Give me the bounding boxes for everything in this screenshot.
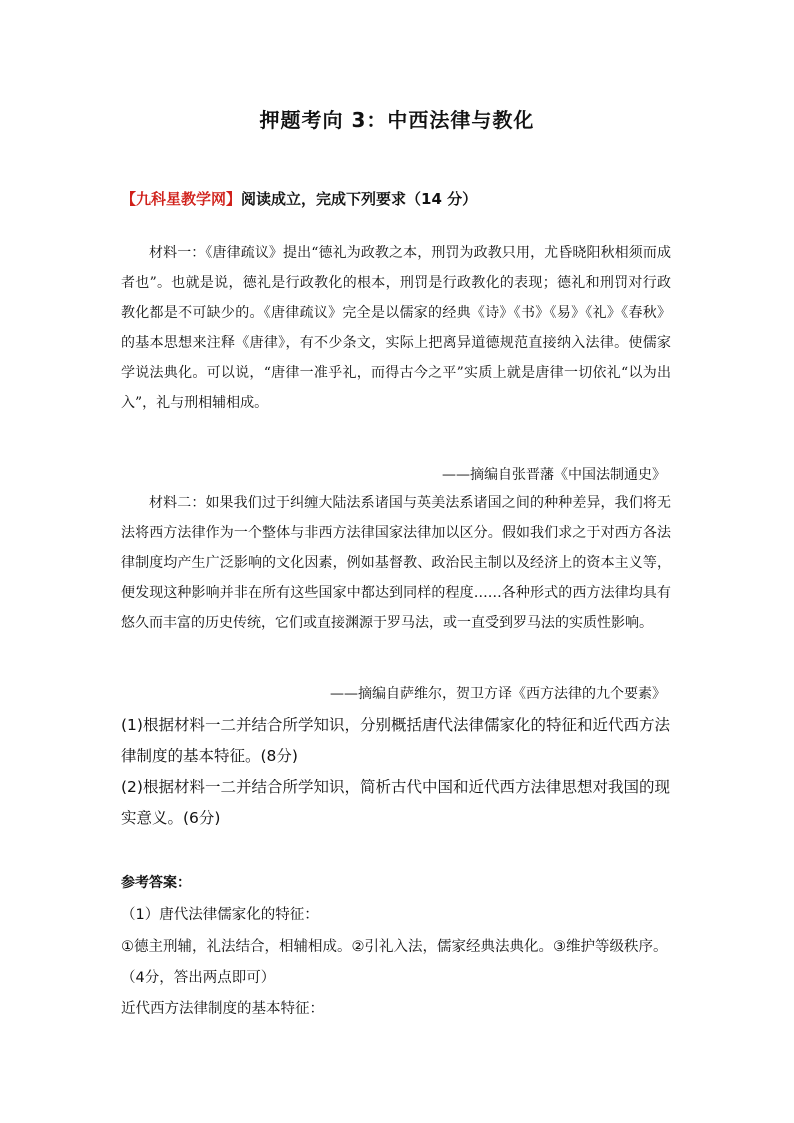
answer-line-3: 近代西方法律制度的基本特征： [121,1001,324,1017]
brand-label: 【九科星教学网】 [121,190,242,208]
sub-question-2: (2)根据材料一二并结合所学知识，简析古代中国和近代西方法律思想对我国的现实意义。(6分) [121,778,670,827]
sub-question-1: (1)根据材料一二并结合所学知识，分别概括唐代法律儒家化的特征和近代西方法律制度的基本特征。(8分) [121,716,670,765]
material-two-source: ——摘编自萨维尔，贺卫方译《西方法律的九个要素》 [330,686,666,702]
question-header [121,188,477,209]
answer-line-2: ①德主刑辅，礼法结合，相辅相成。②引礼入法，儒家经典法典化。③维护等级秩序。（4分，答出两点即可） [121,939,668,986]
material-two: 材料二：如果我们过于纠缠大陆法系诸国与英美法系诸国之间的种种差异，我们将无法将西方法律作为一个整体与非西方法律国家法律加以区分。假如我们求之于对西方各法律制度均产生广泛影响的文化因素，例如基督教、政治民主制以及经济上的资本主义等，便发现这种影响并非在所有这些国家中都达到同样的程度……各种形式的西方法律均具有悠久而丰富的历史传统，它们或直接渊源于罗马法，或一直受到罗马法的实质性影响。 [121,495,671,631]
material-one-source: ——摘编自张晋藩《中国法制通史》 [442,467,666,483]
question-prompt: 阅读成立，完成下列要求（14 分） [241,190,478,208]
page-title: 押题考向 3：中西法律与教化 [259,108,535,132]
answer-line-1: （1）唐代法律儒家化的特征： [121,907,319,923]
answer-heading: 参考答案： [121,875,191,891]
material-one: 材料一：《唐律疏议》提出“德礼为政教之本，刑罚为政教只用，尤昏晓阳秋相须而成者也”。也就是说，德礼是行政教化的根本，刑罚是行政教化的表现；德礼和刑罚对行政教化都是不可缺少的。《唐律疏议》完全是以儒家的经典《诗》《书》《易》《礼》《春秋》的基本思想来注释《唐律》，有不少条文，实际上把离异道德规范直接纳入法律。使儒家学说法典化。可以说，“唐律一准乎礼，而得古今之平”实质上就是唐律一切依礼“以为出入”，礼与刑相辅相成。 [121,245,671,411]
